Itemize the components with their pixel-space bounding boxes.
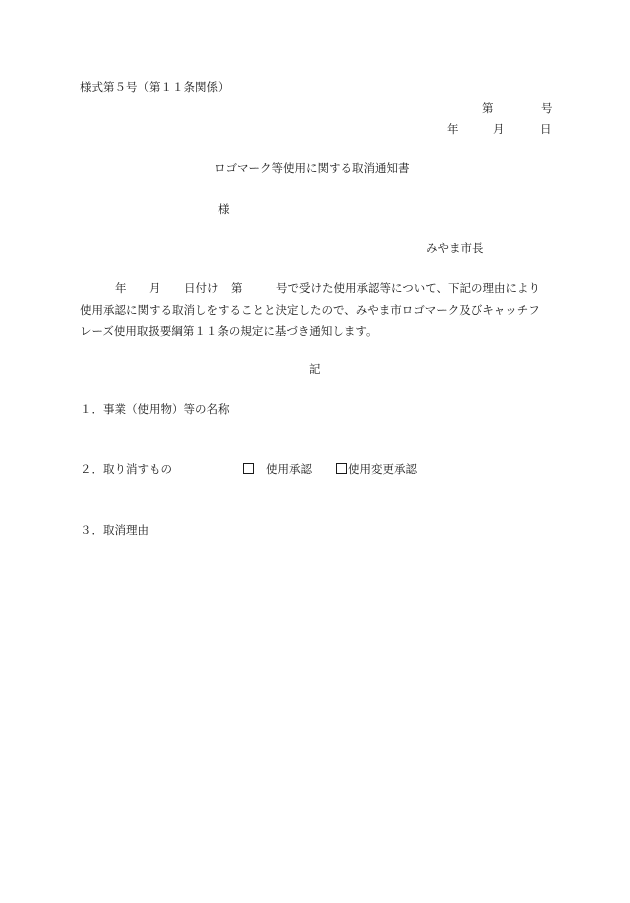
ki-heading: 記 bbox=[309, 362, 321, 376]
form-number: 様式第５号（第１１条関係） bbox=[80, 80, 230, 94]
date-month: 月 bbox=[493, 122, 505, 136]
sender-name: みやま市長 bbox=[426, 241, 484, 255]
body-month: 月 bbox=[149, 281, 161, 295]
change-approval-checkbox[interactable] bbox=[336, 463, 347, 474]
item-1-name: １．事業（使用物）等の名称 bbox=[80, 402, 230, 416]
option-approval[interactable] bbox=[243, 461, 312, 477]
option-change-approval[interactable] bbox=[336, 461, 417, 477]
item-3-reason: ３．取消理由 bbox=[80, 523, 149, 537]
addressee-suffix: 様 bbox=[218, 202, 230, 216]
approval-checkbox[interactable] bbox=[243, 463, 254, 474]
body-line2: 使用承認に関する取消しをすることと決定したので、みやま市ロゴマーク及びキャッチフ bbox=[80, 303, 540, 317]
approval-label: 使用承認 bbox=[266, 462, 312, 476]
change-approval-label: 使用変更承認 bbox=[348, 462, 417, 476]
body-line1-rest: 号で受けた使用承認等について、下記の理由により bbox=[276, 281, 541, 295]
date-year: 年 bbox=[447, 122, 459, 136]
number-suffix: 号 bbox=[541, 101, 553, 115]
body-num-prefix: 第 bbox=[231, 281, 243, 295]
body-year: 年 bbox=[115, 281, 127, 295]
date-day: 日 bbox=[540, 122, 552, 136]
number-prefix: 第 bbox=[482, 101, 494, 115]
body-line3: レーズ使用取扱要綱第１１条の規定に基づき通知します。 bbox=[80, 324, 378, 338]
item-2-label: ２．取り消すもの bbox=[80, 462, 172, 476]
body-dated: 日付け bbox=[184, 281, 219, 295]
document-title: ロゴマーク等使用に関する取消通知書 bbox=[214, 161, 410, 175]
